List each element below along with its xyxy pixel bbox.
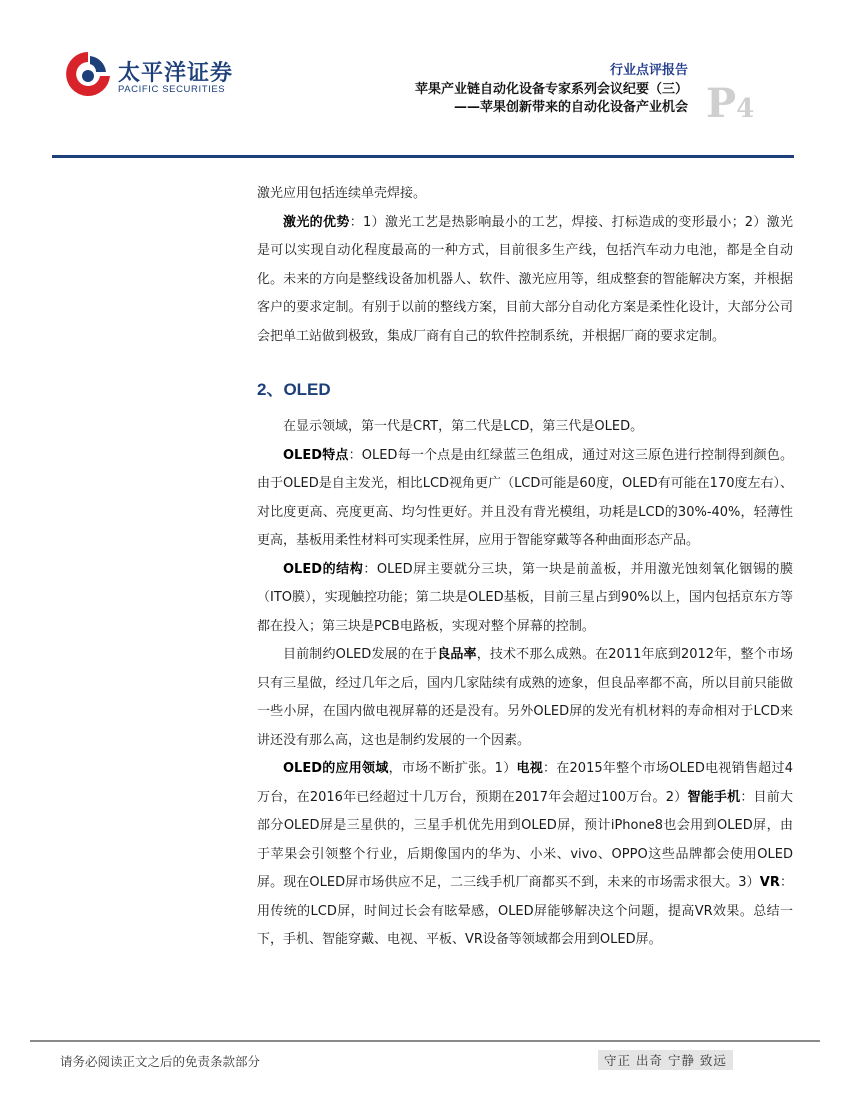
- oled-features-text: ：OLED每一个点是由红绿蓝三色组成，通过对这三原色进行控制得到颜色。由于OLED是自主发光，相比LCD视角更广（LCD可能是60度，OLED有可能在170度左右）、对比度更高、亮度更高、均匀性更好。并且没有背光模组，功耗是LCD的30%-40%，轻薄性更高，基板用柔性材料可实现柔性屏，应用于智能穿戴等各种曲面形态产品。: [257, 447, 793, 548]
- oled-structure-text: ：OLED屏主要就分三块，第一块是前盖板，并用激光蚀刻氧化铟锡的膜（ITO膜），实现触控功能；第二块是OLED基板，目前三星占到90%以上，国内包括京东方等都在投入；第三块是PCB电路板，实现对整个屏幕的控制。: [257, 561, 793, 634]
- oled-applications-text-a: ，市场不断扩张。1）: [388, 761, 517, 776]
- page-number-digit: 4: [736, 94, 755, 124]
- pacific-securities-logo-icon: [60, 46, 116, 102]
- header-divider: [52, 155, 794, 158]
- oled-applications-text-c: ：目前大部分OLED屏是三星供的，三星手机优先用到OLED屏，预计iPhone8也会用到OLED屏，由于苹果会引领整个行业，后期像国内的华为、小米、vivo、OPPO这些品牌都会使用OLED屏。现在OLED屏市场供应不足，二三线手机厂商都买不到，未来的市场需求很大。3）: [257, 789, 793, 890]
- laser-advantages-text: ：1）激光工艺是热影响最小的工艺，焊接、打标造成的变形最小；2）激光是可以实现自动化程度最高的一种方式，目前很多生产线，包括汽车动力电池，都是全自动化。未来的方向是整线设备加机器人、软件、激光应用等，组成整套的智能解决方案，并根据客户的要求定制。有别于以前的整线方案，目前大部分自动化方案是柔性化设计，大部分公司会把单工站做到极致，集成厂商有自己的软件控制系统，并根据厂商的要求定制。: [257, 214, 793, 344]
- yield-rate-keyword: 良品率: [437, 647, 477, 662]
- oled-features-heading: OLED特点: [283, 447, 349, 463]
- paragraph-display-generations: 在显示领域，第一代是CRT，第二代是LCD，第三代是OLED。: [283, 419, 644, 434]
- paragraph-laser-advantages: [257, 209, 793, 352]
- footer-divider: [30, 1040, 820, 1042]
- vr-keyword: VR: [759, 875, 780, 890]
- report-type: 行业点评报告: [609, 63, 688, 78]
- smartphone-keyword: 智能手机: [687, 789, 741, 805]
- company-logo: [60, 46, 234, 104]
- report-body: [257, 180, 793, 955]
- oled-applications-text-d: ：用传统的LCD屏，时间过长会有眩晕感，OLED屏能够解决这个问题，提高VR效果。总结一下，手机、智能穿戴、电视、平板、VR设备等领域都会用到OLED屏。: [257, 875, 793, 947]
- page-number: [706, 80, 754, 127]
- footer-motto: 守正 出奇 宁静 致远: [598, 1050, 733, 1070]
- paragraph-oled-yield: [257, 641, 793, 755]
- laser-advantages-heading: 激光的优势: [283, 214, 350, 230]
- oled-structure-heading: OLED的结构: [283, 561, 364, 577]
- paragraph-oled-applications: [257, 755, 793, 955]
- logo-chinese-name: 太平洋证券: [118, 61, 234, 86]
- paragraph-oled-structure: [257, 556, 793, 642]
- tv-keyword: 电视: [516, 761, 543, 776]
- oled-applications-heading: OLED的应用领域: [283, 761, 389, 776]
- paragraph-oled-features: [257, 442, 793, 556]
- page-number-letter: P: [706, 80, 737, 127]
- section-title-oled: 2、OLED: [257, 380, 331, 399]
- footer-disclaimer: 请务必阅读正文之后的免责条款部分: [60, 1054, 261, 1069]
- report-subtitle: ——苹果创新带来的自动化设备产业机会: [453, 100, 688, 115]
- paragraph-laser-application: 激光应用包括连续单壳焊接。: [257, 186, 427, 201]
- logo-english-name: PACIFIC SECURITIES: [118, 84, 226, 95]
- oled-yield-text-a: 目前制约OLED发展的在于: [283, 647, 438, 662]
- oled-yield-text-b: ，技术不那么成熟。在2011年底到2012年，整个市场只有三星做，经过几年之后，国内几家陆续有成熟的迹象，但良品率都不高，所以目前只能做一些小屏，在国内做电视屏幕的还是没有。另外OLED屏的发光有机材料的寿命相对于LCD来讲还没有那么高，这也是制约发展的一个因素。: [257, 647, 793, 748]
- oled-applications-text-b: ：在2015年整个市场OLED电视销售超过4万台，在2016年已经超过十几万台，预期在2017年会超过100万台。2）: [257, 761, 793, 805]
- report-title: 苹果产业链自动化设备专家系列会议纪要（三）: [414, 82, 688, 97]
